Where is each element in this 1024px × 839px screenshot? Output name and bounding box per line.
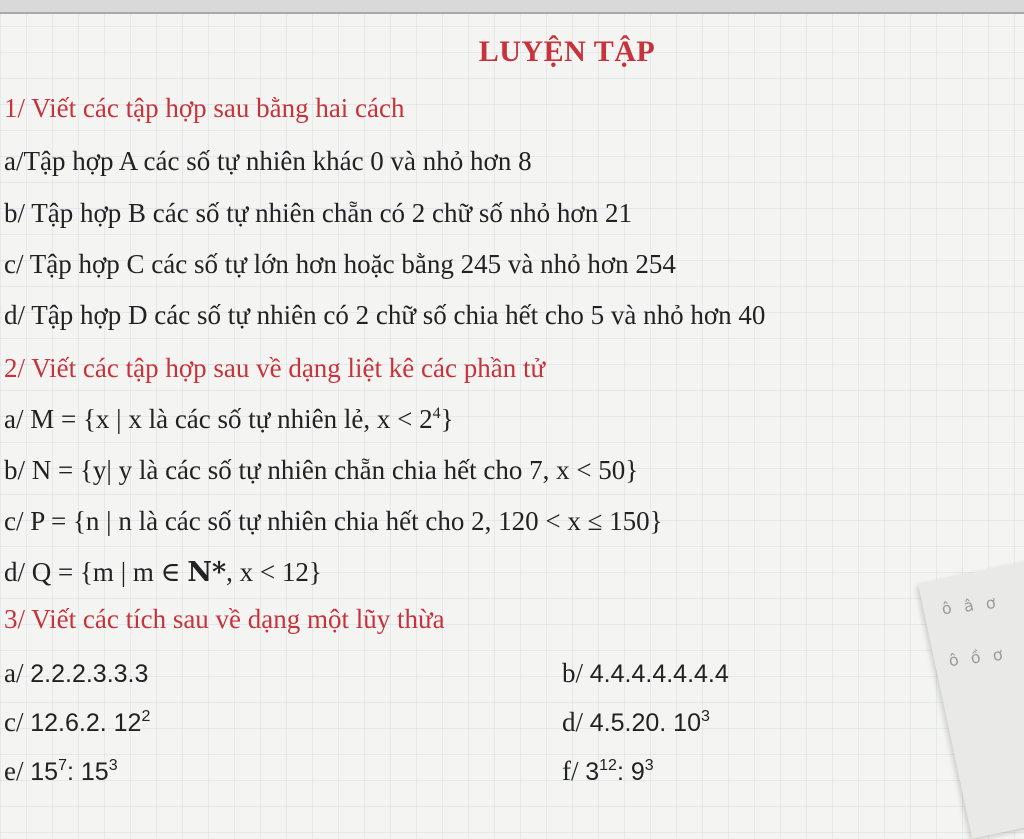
deco-glyph: â [961,595,976,617]
section1-item-a: a/Tập hợp A các số tự nhiên khác 0 và nhỏ hơn 8 [4,146,532,176]
section3-heading: 3/ Viết các tích sau về dạng một lũy thừa [4,604,445,634]
section2-item-a: a/ M = {x | x là các số tự nhiên lẻ, $x < 2^4$} [4,404,454,434]
section2-item-d: d/ Q = {m | m ∈ N*, x < 12} [4,557,322,588]
section2-item-c: c/ P = {n | n là các số tự nhiên chia hết cho 2, 120 < x ≤ 150} [4,506,663,536]
deco-glyph: ô [939,598,954,619]
page-title: LUYỆN TẬP [478,35,656,68]
section2-heading: 2/ Viết các tập hợp sau về dạng liệt kê các phần tử [4,353,546,383]
deco-glyph: ơ [983,592,998,614]
section3-item-a: a/ 2.2.2.3.3.3 [4,658,149,688]
deco-glyph: ô [946,649,961,671]
section1-item-b: b/ Tập hợp B các số tự nhiên chẵn có 2 chữ số nhỏ hơn 21 [4,198,632,228]
section1-item-c: c/ Tập hợp C các số tự lớn hơn hoặc bằng 245 và nhỏ hơn 254 [4,249,676,279]
section2-item-b: b/ N = {y| y là các số tự nhiên chẵn chia hết cho 7, x < 50} [4,455,639,485]
deco-glyph: ồ [968,647,983,668]
window-top-bar [0,0,1024,14]
section1-item-d: d/ Tập hợp D các số tự nhiên có 2 chữ số chia hết cho 5 và nhỏ hơn 40 [4,300,766,330]
section3-item-e: e/ $15^7$: $15^3$ [4,756,118,786]
section1-heading: 1/ Viết các tập hợp sau bằng hai cách [4,93,405,123]
section3-item-f: f/ $3^{12}$: $9^3$ [562,756,654,786]
decorative-paper-cutout [918,561,1024,838]
section3-item-c: c/ 12.6.2. $12^2$ [4,707,151,737]
deco-glyph: ơ [990,644,1005,666]
section3-item-d: d/ 4.5.20. $10^3$ [562,707,710,737]
natural-numbers-symbol: N* [187,557,227,588]
section3-item-b: b/ 4.4.4.4.4.4.4 [562,658,729,688]
